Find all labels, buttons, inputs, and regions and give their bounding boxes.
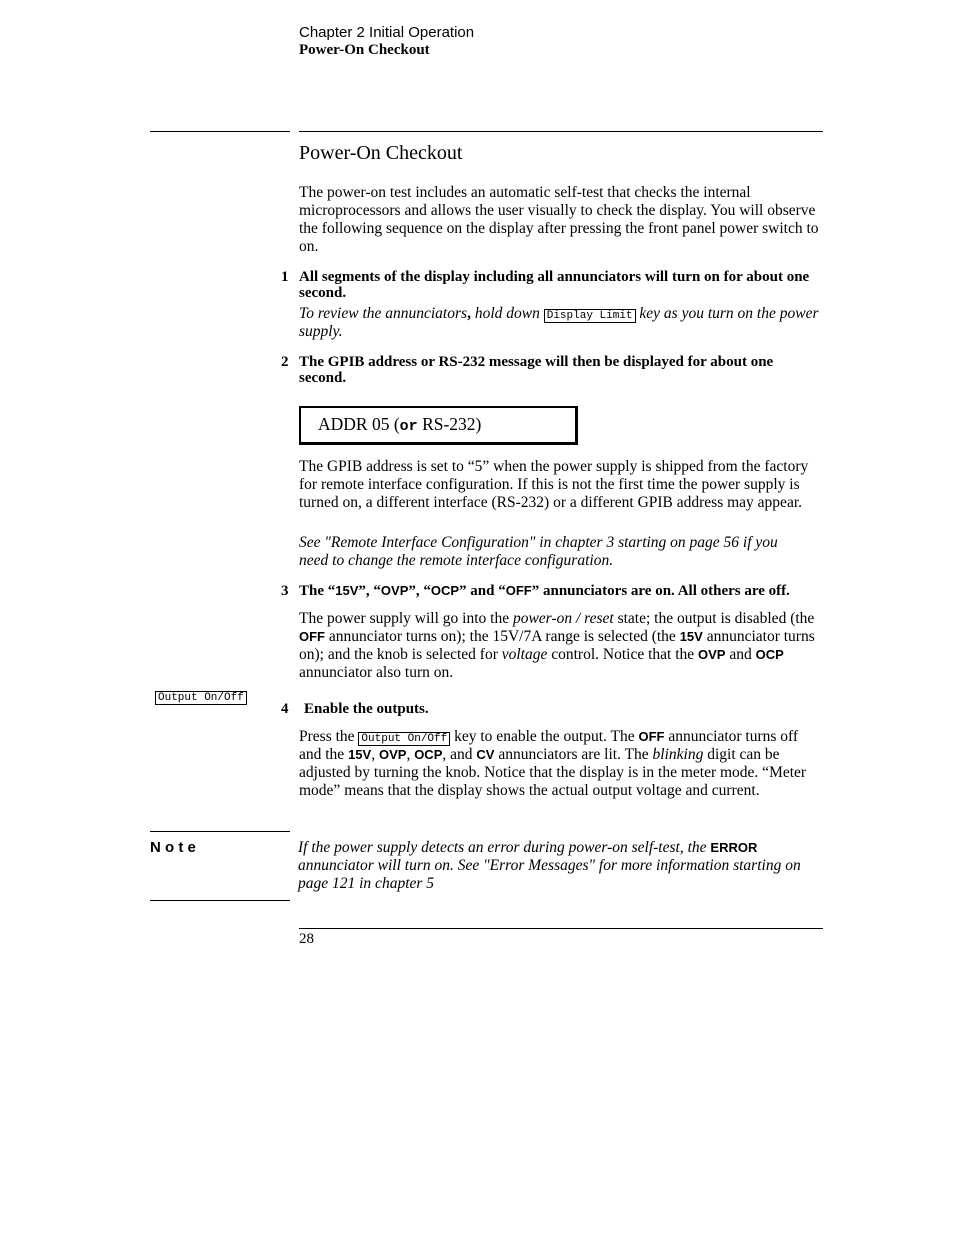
- page-title: Power-On Checkout: [299, 142, 463, 164]
- step-3-h-text-c: ”, “: [408, 583, 431, 599]
- step-4-p-ovp: OVP: [378, 747, 407, 762]
- note-text-b: annunciator will turn on. See "Error Messages" for more information starting on page 121 in chapter 5: [298, 857, 801, 892]
- footer-rule: [299, 928, 823, 929]
- step-1-number: 1: [281, 269, 289, 285]
- step-4-p-a: Press the: [299, 728, 359, 745]
- step-3-p-voltage: voltage: [501, 646, 548, 663]
- display-rs232: RS-232: [422, 414, 476, 434]
- step-2-heading: The GPIB address or RS-232 message will then be displayed for about one second.: [299, 354, 774, 386]
- step-4-p-d: , and: [442, 746, 477, 763]
- note-label: N o t e: [150, 839, 196, 856]
- step-2-number: 2: [281, 354, 289, 370]
- intro-paragraph: The power-on test includes an automatic self-test that checks the internal microprocessors and allows the user visually to check the display. You will observe the following sequence on the display after pressing the front panel power switch to on.: [299, 184, 819, 255]
- display-paren-close: ): [475, 414, 482, 434]
- annunciator-15v: 15V: [335, 583, 359, 598]
- display-readout: [318, 414, 481, 435]
- display-readout-box: [299, 406, 578, 445]
- step-4-p-c3: ,: [406, 746, 415, 763]
- display-paren-open: (: [393, 414, 400, 434]
- display-limit-key[interactable]: Display Limit: [544, 309, 636, 323]
- annunciator-off: OFF: [505, 583, 532, 598]
- step-2-see-line-2: need to change the remote interface configuration.: [299, 552, 614, 569]
- step-1-note-comma: ,: [467, 305, 471, 322]
- note-bottom-rule: [150, 900, 290, 901]
- step-2-paragraph: The GPIB address is set to “5” when the power supply is shipped from the factory for remote interface configuration. If this is not the first time the power supply is turned on, a different interface (RS-232) or a different GPIB address may appear.: [299, 458, 809, 511]
- left-top-rule: [150, 131, 290, 132]
- running-header-section: Power-On Checkout: [299, 42, 430, 58]
- step-3-h-text-a: The “: [299, 583, 336, 599]
- step-3-p-f: and: [725, 646, 756, 663]
- step-1-heading: All segments of the display including all annunciators will turn on for about one second.: [299, 269, 810, 301]
- step-3-p-c: annunciator turns on); the 15V/7A range is selected (the: [325, 628, 680, 645]
- step-3-p-b: state; the output is disabled (the: [613, 610, 815, 627]
- step-4-number: 4: [281, 701, 289, 717]
- step-3-number: 3: [281, 583, 289, 599]
- step-4-p-15v: 15V: [348, 747, 372, 762]
- step-3-p-g: annunciator also turn on.: [299, 664, 454, 681]
- step-4-heading: Enable the outputs.: [304, 701, 429, 717]
- step-4-p-cv: CV: [476, 747, 495, 762]
- annunciator-error: ERROR: [710, 840, 758, 855]
- step-3-p-e: control. Notice that the: [547, 646, 699, 663]
- page-number: 28: [299, 931, 314, 947]
- step-4-p-b: key to enable the output. The: [450, 728, 639, 745]
- step-4-p-blinking: blinking: [652, 746, 704, 763]
- step-1-note: [299, 305, 823, 341]
- display-or: or: [399, 418, 418, 435]
- step-3-p-state: power-on / reset: [512, 610, 614, 627]
- step-3-p-ovp: OVP: [698, 647, 726, 662]
- step-3-p-15v: 15V: [679, 629, 703, 644]
- note-text-a: If the power supply detects an error during power-on self-test, the: [298, 839, 711, 856]
- step-3-h-text-d: ” and “: [459, 583, 506, 599]
- step-3-h-text-e: ” annunciators are on. All others are off.: [531, 583, 790, 599]
- annunciator-ocp: OCP: [430, 583, 460, 598]
- step-4-p-e: annunciators are lit. The: [494, 746, 653, 763]
- step-1-note-text-b: hold down: [470, 305, 544, 322]
- step-4-paragraph: [299, 728, 823, 800]
- step-3-p-d: annunciator turns on); and the knob is selected for: [299, 628, 815, 663]
- step-1-note-text-a: To review the annunciators: [299, 305, 468, 322]
- step-3-heading: [299, 583, 829, 599]
- step-3-p-ocp: OCP: [755, 647, 784, 662]
- step-4-p-c2: ,: [371, 746, 379, 763]
- step-4-p-off: OFF: [638, 729, 665, 744]
- side-output-on-off-key[interactable]: Output On/Off: [155, 691, 247, 705]
- step-4-p-f: digit can be adjusted by turning the knob. Notice that the display is in the meter mode. “Meter mode” means that the display shows the actual output voltage and current.: [299, 746, 807, 799]
- display-addr: ADDR 05: [318, 414, 390, 434]
- note-text: [298, 839, 818, 893]
- running-header-chapter: Chapter 2 Initial Operation: [299, 24, 475, 41]
- step-4-p-ocp: OCP: [414, 747, 443, 762]
- step-1-note-text-c: key as you turn on the power supply.: [299, 305, 819, 340]
- main-top-rule: [299, 131, 823, 132]
- annunciator-ovp: OVP: [380, 583, 409, 598]
- output-on-off-key[interactable]: Output On/Off: [358, 732, 450, 746]
- step-3-p-off: OFF: [299, 629, 325, 644]
- step-3-paragraph: [299, 610, 823, 682]
- step-4-p-c: annunciator turns off and the: [299, 728, 799, 763]
- step-3-p-a: The power supply will go into the: [299, 610, 513, 627]
- step-3-h-text-b: ”, “: [358, 583, 381, 599]
- step-2-see-line-1: See "Remote Interface Configuration" in chapter 3 starting on page 56 if you: [299, 534, 778, 551]
- note-top-rule: [150, 831, 290, 832]
